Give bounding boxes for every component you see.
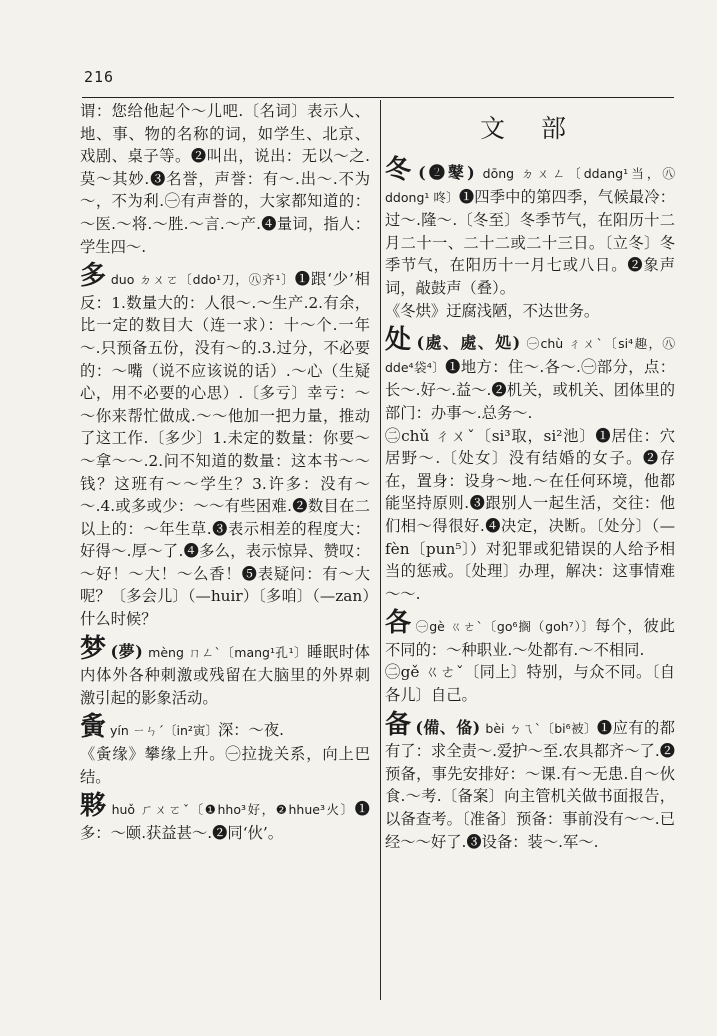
- left-column: [80, 100, 370, 844]
- variant-bei: (備、俻): [415, 717, 481, 737]
- pronunciation-chu: ㊀chù ㄔㄨˋ〔si⁴趣，㊇dde⁴袋⁴〕: [385, 336, 675, 375]
- pronunciation-bei: bèi ㄅㄟˋ〔bi⁶被〕: [485, 720, 597, 736]
- second-reading-chu: ㊁chǔ ㄔㄨˇ〔si³取，si²池〕❶居住：穴居野～.〔处女〕没有结婚的女子。❷存在，置身：设身～地.～在任何环境，他都能坚持原则.❸跟别人一起生活，交往：他们相～得很好.❹决定，决断。〔处分〕（—fèn〔pun⁵〕）对犯罪或犯错误的人给予相当的惩戒。〔处理〕办理，解决：这事情难～～.: [385, 426, 675, 603]
- compound-yin: 《夤缘》攀缘上升。㊀拉拢关系，向上巴结。: [80, 745, 370, 786]
- headword-chu: 处: [385, 325, 413, 356]
- pronunciation-ge: ㊀gè ㄍㄜˋ〔go⁶搁（goh⁷）〕: [415, 619, 596, 635]
- entry-ge: [385, 609, 675, 661]
- headword-duo: 多: [80, 261, 107, 292]
- variant-meng: (夢): [110, 641, 143, 661]
- entry-dong: [385, 156, 675, 300]
- entry-huo: [80, 792, 370, 844]
- right-column: [385, 100, 675, 853]
- definition-huo: ❶多：～颐.获益甚～.❷同‘伙’。: [80, 800, 370, 842]
- definition-duo: ❶跟‘少’相反：1.数量大的：人很～.～生产.2.有余，比一定的数目大（连一求）：十～个.一年～.只预备五份，没有～的.3.过分，不必要的：～嘴（说不应该说的话）.～心（生疑心，用不必要的心思）.〔多亏〕幸亏：～～你来帮忙做成.～～他加一把力量，推动了这工作.〔多少〕1.未定的数量：你要～～拿～～.2.问不知道的数量：这本书～～钱？这班有～～学生？3.许多：没有～～.4.或多或少：～～有些困难.❷数目在二以上的：～年生草.❸表示相差的程度大：好得～.厚～了.❹多么，表示惊异、赞叹：～好！～大！～么香！❺表疑问：有～大呢？〔多会儿〕（—huir）〔多咱〕（—zan）什么时候？: [80, 270, 370, 629]
- page-number: 216: [84, 68, 115, 86]
- definition-chu: ❶地方：住～.各～.㊀部分，点：长～.好～.益～.❷机关，或机关、团体里的部门：办事～.总务～.: [385, 357, 675, 422]
- headword-huo: 夥: [80, 791, 108, 822]
- section-title: 文 部: [480, 114, 580, 143]
- continued-entry-ming: 谓：您给他起个～儿吧.〔名词〕表示人、地、事、物的名称的词，如学生、北京、戏剧、桌子等。❷叫出，说出：无以～之.莫～其妙.❸名誉，声誉：有～.出～.不为～，不为利.㊀有声誉的，大家都知道的：～医.～将.～胜.～言.～产.❹量词，指人：学生四～.: [80, 102, 370, 256]
- top-rule: [82, 97, 674, 98]
- pronunciation-duo: duo ㄉㄨㄛ〔ddo¹刀，㊇齐¹〕: [110, 272, 295, 288]
- pronunciation-huo: huǒ ㄏㄨㄛˇ〔❶hho³好，❷hhue³火〕: [111, 802, 355, 818]
- entry-chu: [385, 326, 675, 424]
- definition-bei: ❶应有的都有了：求全责～.爱护～至.农具都齐～了.❷预备，事先安排好：～课.有～无患.自～伙食.～考.〔备案〕向主管机关做书面报告，以备查考。〔准备〕预备：事前没有～～.已经～～好了.❸设备：装～.军～.: [385, 718, 675, 851]
- definition-meng: 睡眠时体内体外各种刺激或残留在大脑里的外界刺激引起的影象活动。: [80, 642, 370, 707]
- variant-dong: (❷鼕): [418, 163, 475, 182]
- entry-duo: [80, 262, 370, 631]
- entry-yin: [80, 713, 370, 743]
- pronunciation-dong: dōng ㄉㄨㄥ〔ddang¹当，㊇ddong¹ 咚〕: [385, 166, 675, 205]
- definition-dong: ❶四季中的第四季，气候最冷：过～.隆～.〔冬至〕冬季节气，在阳历十二月二十一、二十二或二十三日。〔立冬〕冬季节气，在阳历十一月七或八日。❷象声词，敲鼓声（叠）。: [385, 187, 675, 297]
- definition-ge: 每个，彼此不同的：～种职业.～处都有.～不相同.: [385, 617, 675, 659]
- pronunciation-meng: mèng ㄇㄥˋ〔mang¹孔¹〕: [148, 644, 308, 660]
- headword-dong: 冬: [385, 155, 415, 185]
- headword-yin: 夤: [80, 712, 107, 743]
- variant-chu: (處、處、処): [416, 333, 521, 353]
- headword-ge: 各: [385, 608, 412, 639]
- headword-bei: 备: [385, 709, 412, 740]
- entry-meng: [80, 635, 370, 710]
- second-reading-ge: ㊁gě ㄍㄜˇ〔同上〕特别，与众不同。〔自各儿〕自己。: [385, 663, 675, 705]
- pronunciation-yin: yín ㄧㄣˊ〔in²寅〕: [110, 723, 218, 739]
- definition-yin: 深：～夜.: [217, 721, 285, 740]
- entry-bei: [385, 711, 675, 854]
- headword-meng: 梦: [80, 633, 107, 664]
- compound-dong: 《冬烘》迂腐浅陋，不达世务。: [385, 301, 600, 320]
- column-divider: [380, 100, 381, 1000]
